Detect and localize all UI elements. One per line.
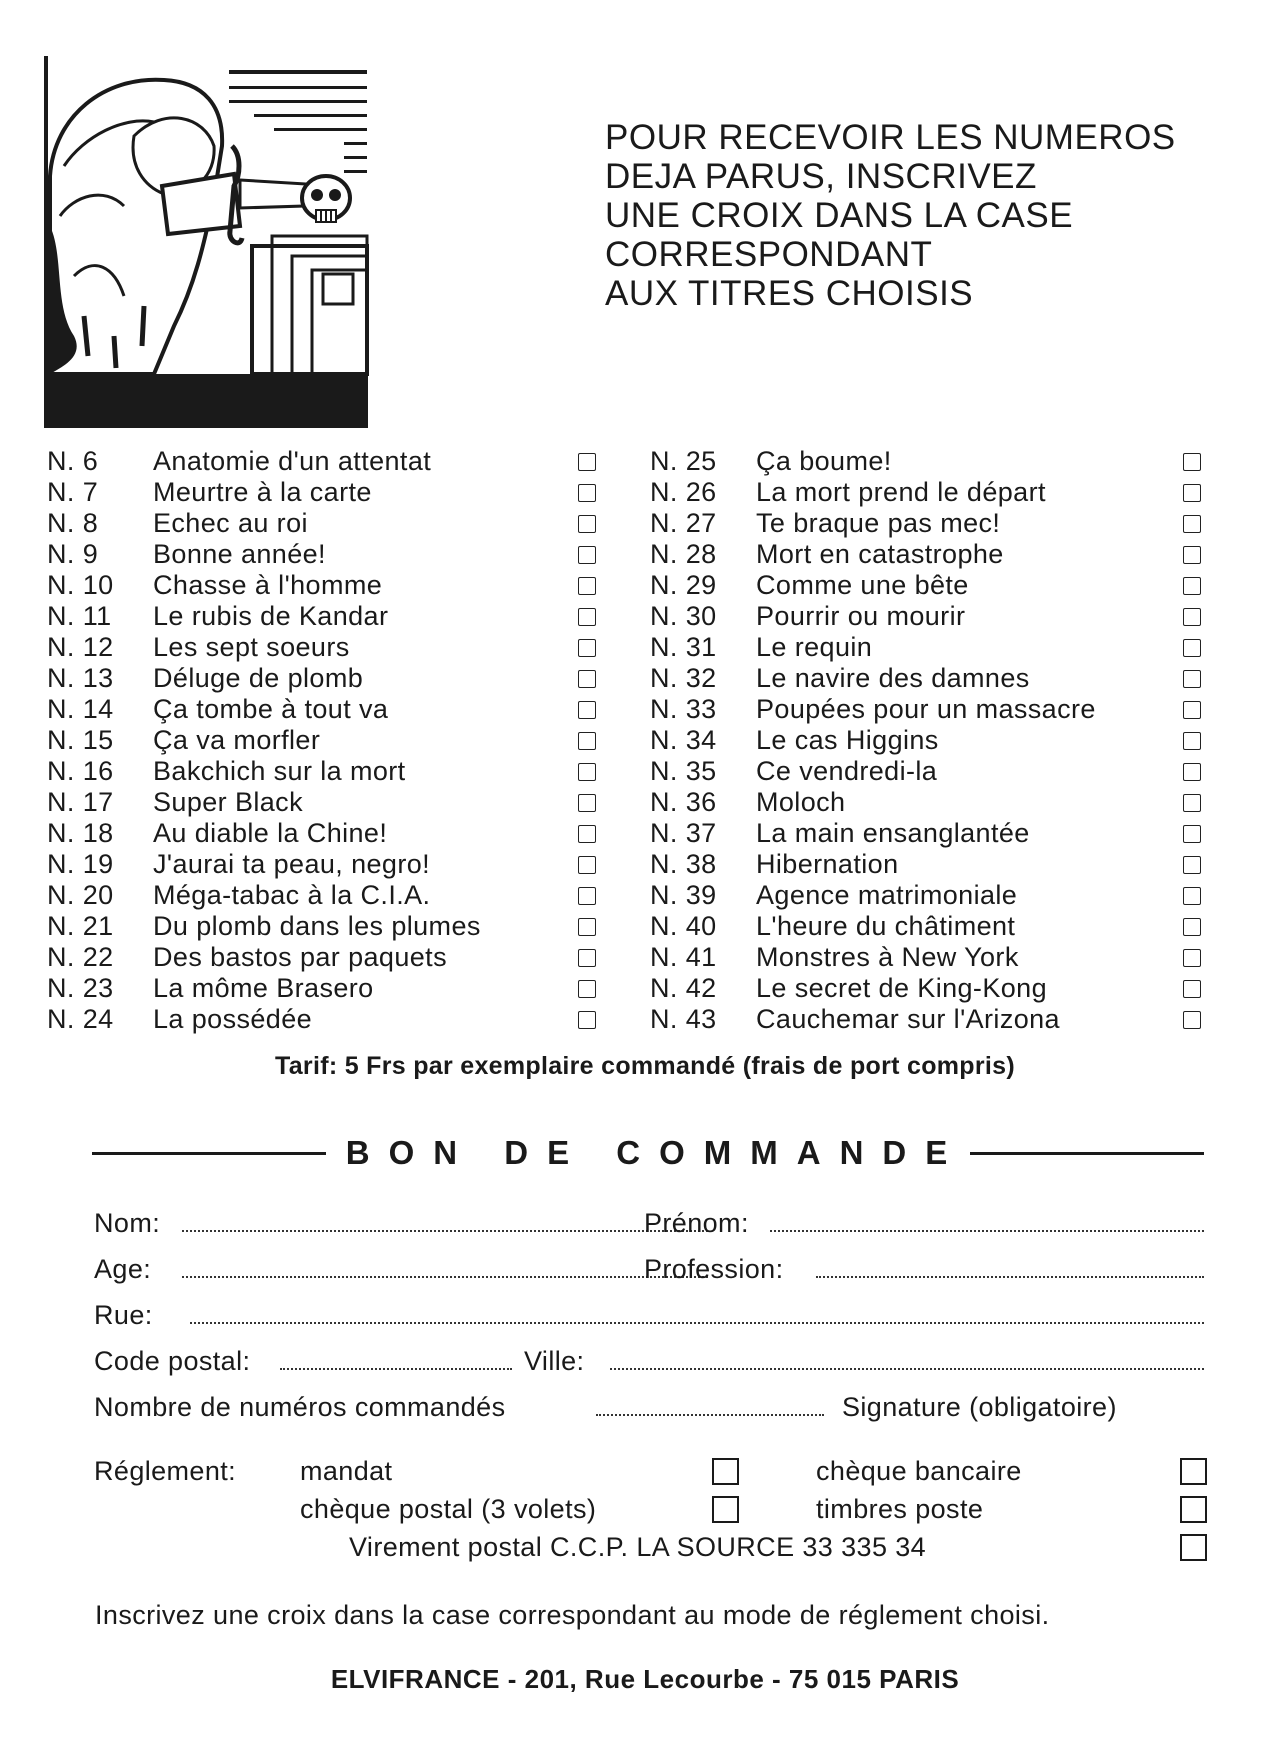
issue-number: N. 41 bbox=[650, 942, 717, 972]
issue-checkbox[interactable] bbox=[1183, 639, 1201, 657]
issue-checkbox[interactable] bbox=[578, 763, 596, 781]
title-row bbox=[650, 849, 1210, 880]
intro-instructions bbox=[605, 118, 1245, 313]
issue-checkbox[interactable] bbox=[578, 918, 596, 936]
issue-checkbox[interactable] bbox=[1183, 515, 1201, 533]
title-row bbox=[47, 477, 607, 508]
issue-number: N. 33 bbox=[650, 694, 717, 724]
payment-section bbox=[94, 1452, 1204, 1566]
title-row bbox=[47, 694, 607, 725]
issue-checkbox[interactable] bbox=[1183, 453, 1201, 471]
issue-checkbox[interactable] bbox=[578, 546, 596, 564]
issue-checkbox[interactable] bbox=[1183, 980, 1201, 998]
issue-title: Chasse à l'homme bbox=[153, 570, 383, 600]
issue-title: Méga-tabac à la C.I.A. bbox=[153, 880, 431, 910]
issue-number: N. 9 bbox=[47, 539, 99, 569]
issue-title: Les sept soeurs bbox=[153, 632, 350, 662]
title-row bbox=[47, 446, 607, 477]
titles-list-left bbox=[47, 446, 607, 1035]
issue-checkbox[interactable] bbox=[578, 484, 596, 502]
code-postal-field[interactable] bbox=[280, 1368, 512, 1370]
title-row bbox=[650, 911, 1210, 942]
issue-title: Bonne année! bbox=[153, 539, 326, 569]
issue-number: N. 22 bbox=[47, 942, 114, 972]
issue-checkbox[interactable] bbox=[1183, 949, 1201, 967]
payment-row-3 bbox=[94, 1528, 1204, 1566]
issue-checkbox[interactable] bbox=[578, 453, 596, 471]
title-row bbox=[47, 756, 607, 787]
rue-label: Rue: bbox=[94, 1300, 153, 1330]
issue-title: L'heure du châtiment bbox=[756, 911, 1016, 941]
profession-label: Profession: bbox=[644, 1254, 784, 1284]
issue-title: Pourrir ou mourir bbox=[756, 601, 966, 631]
title-row bbox=[47, 911, 607, 942]
issue-checkbox[interactable] bbox=[578, 639, 596, 657]
issue-checkbox[interactable] bbox=[578, 515, 596, 533]
issue-number: N. 21 bbox=[47, 911, 114, 941]
timbres-label: timbres poste bbox=[816, 1494, 984, 1524]
profession-field[interactable] bbox=[816, 1276, 1204, 1278]
rue-field[interactable] bbox=[190, 1322, 1204, 1324]
issue-number: N. 30 bbox=[650, 601, 717, 631]
heading-rule-left bbox=[92, 1152, 326, 1155]
title-row bbox=[47, 973, 607, 1004]
form-row-age bbox=[94, 1246, 1204, 1292]
prenom-label: Prénom: bbox=[644, 1208, 749, 1238]
issue-checkbox[interactable] bbox=[578, 856, 596, 874]
mandat-label: mandat bbox=[300, 1456, 393, 1486]
issue-checkbox[interactable] bbox=[1183, 732, 1201, 750]
titles-list-right bbox=[650, 446, 1210, 1035]
issue-number: N. 35 bbox=[650, 756, 717, 786]
cheque-bancaire-checkbox[interactable] bbox=[1180, 1458, 1207, 1485]
age-field[interactable] bbox=[182, 1276, 708, 1278]
form-row-code-postal bbox=[94, 1338, 1204, 1384]
issue-title: Super Black bbox=[153, 787, 303, 817]
nombre-field[interactable] bbox=[596, 1414, 824, 1416]
issue-checkbox[interactable] bbox=[1183, 794, 1201, 812]
issue-number: N. 42 bbox=[650, 973, 717, 1003]
issue-title: Agence matrimoniale bbox=[756, 880, 1018, 910]
tarif-note: Tarif: 5 Frs par exemplaire commandé (frais de port compris) bbox=[275, 1052, 1015, 1080]
virement-checkbox[interactable] bbox=[1180, 1534, 1207, 1561]
title-row bbox=[47, 663, 607, 694]
title-row bbox=[47, 570, 607, 601]
intro-line: AUX TITRES CHOISIS bbox=[605, 274, 974, 313]
issue-checkbox[interactable] bbox=[1183, 1011, 1201, 1029]
payment-instruction: Inscrivez une croix dans la case correspondant au mode de réglement choisi. bbox=[95, 1600, 1050, 1630]
issue-title: Ça tombe à tout va bbox=[153, 694, 389, 724]
issue-title: Comme une bête bbox=[756, 570, 969, 600]
title-row bbox=[47, 818, 607, 849]
issue-number: N. 13 bbox=[47, 663, 114, 693]
issue-checkbox[interactable] bbox=[1183, 670, 1201, 688]
issue-title: Au diable la Chine! bbox=[153, 818, 388, 848]
issue-title: Le cas Higgins bbox=[756, 725, 939, 755]
ville-field[interactable] bbox=[610, 1368, 1204, 1370]
mandat-checkbox[interactable] bbox=[712, 1458, 739, 1485]
ville-label: Ville: bbox=[524, 1346, 585, 1376]
issue-title: Echec au roi bbox=[153, 508, 308, 538]
title-row bbox=[47, 942, 607, 973]
issue-checkbox[interactable] bbox=[1183, 577, 1201, 595]
issue-number: N. 36 bbox=[650, 787, 717, 817]
issue-number: N. 7 bbox=[47, 477, 99, 507]
title-row bbox=[650, 508, 1210, 539]
issue-title: Cauchemar sur l'Arizona bbox=[756, 1004, 1060, 1034]
issue-title: La môme Brasero bbox=[153, 973, 374, 1003]
issue-number: N. 37 bbox=[650, 818, 717, 848]
issue-checkbox[interactable] bbox=[578, 1011, 596, 1029]
issue-title: Ce vendredi-la bbox=[756, 756, 938, 786]
issue-title: Bakchich sur la mort bbox=[153, 756, 406, 786]
issue-checkbox[interactable] bbox=[1183, 918, 1201, 936]
issue-title: La possédée bbox=[153, 1004, 313, 1034]
title-row bbox=[47, 787, 607, 818]
issue-title: Moloch bbox=[756, 787, 846, 817]
issue-checkbox[interactable] bbox=[578, 794, 596, 812]
issue-number: N. 27 bbox=[650, 508, 717, 538]
skull-hand-illustration bbox=[44, 56, 416, 428]
issue-title: Des bastos par paquets bbox=[153, 942, 447, 972]
title-row bbox=[650, 694, 1210, 725]
issue-title: La main ensanglantée bbox=[756, 818, 1030, 848]
issue-checkbox[interactable] bbox=[578, 980, 596, 998]
issue-number: N. 29 bbox=[650, 570, 717, 600]
code-postal-label: Code postal: bbox=[94, 1346, 251, 1376]
issue-number: N. 38 bbox=[650, 849, 717, 879]
intro-line: POUR RECEVOIR LES NUMEROS bbox=[605, 118, 1176, 157]
issue-checkbox[interactable] bbox=[1183, 825, 1201, 843]
issue-checkbox[interactable] bbox=[1183, 856, 1201, 874]
issue-title: Ça boume! bbox=[756, 446, 892, 476]
title-row bbox=[650, 632, 1210, 663]
issue-title: Ça va morfler bbox=[153, 725, 321, 755]
issue-checkbox[interactable] bbox=[578, 887, 596, 905]
issue-title: Meurtre à la carte bbox=[153, 477, 372, 507]
issue-checkbox[interactable] bbox=[578, 608, 596, 626]
title-row bbox=[47, 725, 607, 756]
issue-number: N. 25 bbox=[650, 446, 717, 476]
issue-checkbox[interactable] bbox=[578, 949, 596, 967]
title-row bbox=[47, 1004, 607, 1035]
signature-label: Signature (obligatoire) bbox=[842, 1392, 1117, 1422]
issue-title: J'aurai ta peau, negro! bbox=[153, 849, 431, 879]
issue-number: N. 24 bbox=[47, 1004, 114, 1034]
issue-number: N. 16 bbox=[47, 756, 114, 786]
issue-number: N. 40 bbox=[650, 911, 717, 941]
issue-title: Le rubis de Kandar bbox=[153, 601, 389, 631]
title-row bbox=[650, 539, 1210, 570]
issue-number: N. 19 bbox=[47, 849, 114, 879]
issue-number: N. 34 bbox=[650, 725, 717, 755]
title-row bbox=[650, 973, 1210, 1004]
issue-checkbox[interactable] bbox=[1183, 701, 1201, 719]
publisher-address: ELVIFRANCE - 201, Rue Lecourbe - 75 015 PARIS bbox=[330, 1664, 960, 1694]
issue-number: N. 12 bbox=[47, 632, 114, 662]
intro-line: CORRESPONDANT bbox=[605, 235, 933, 274]
cheque-bancaire-label: chèque bancaire bbox=[816, 1456, 1022, 1486]
title-row bbox=[650, 818, 1210, 849]
issue-number: N. 17 bbox=[47, 787, 114, 817]
issue-number: N. 39 bbox=[650, 880, 717, 910]
issue-title: Du plomb dans les plumes bbox=[153, 911, 481, 941]
issue-number: N. 11 bbox=[47, 601, 112, 631]
cheque-postal-label: chèque postal (3 volets) bbox=[300, 1494, 597, 1524]
issue-number: N. 14 bbox=[47, 694, 114, 724]
issue-title: Le requin bbox=[756, 632, 873, 662]
timbres-checkbox[interactable] bbox=[1180, 1496, 1207, 1523]
order-form-title: BON DE COMMANDE bbox=[345, 1134, 967, 1171]
issue-checkbox[interactable] bbox=[578, 701, 596, 719]
intro-line: DEJA PARUS, INSCRIVEZ bbox=[605, 157, 1037, 196]
intro-line: UNE CROIX DANS LA CASE bbox=[605, 196, 1074, 235]
title-row bbox=[650, 1004, 1210, 1035]
title-row bbox=[650, 446, 1210, 477]
issue-title: Hibernation bbox=[756, 849, 899, 879]
issue-title: Poupées pour un massacre bbox=[756, 694, 1096, 724]
title-row bbox=[650, 880, 1210, 911]
issue-number: N. 31 bbox=[650, 632, 717, 662]
issue-number: N. 32 bbox=[650, 663, 717, 693]
title-row bbox=[650, 570, 1210, 601]
title-row bbox=[47, 508, 607, 539]
prenom-field[interactable] bbox=[770, 1230, 1204, 1232]
issue-checkbox[interactable] bbox=[1183, 887, 1201, 905]
title-row bbox=[47, 601, 607, 632]
title-row bbox=[650, 942, 1210, 973]
title-row bbox=[650, 787, 1210, 818]
nom-field[interactable] bbox=[182, 1230, 708, 1232]
title-row bbox=[47, 880, 607, 911]
issue-checkbox[interactable] bbox=[578, 670, 596, 688]
nom-label: Nom: bbox=[94, 1208, 161, 1238]
issue-checkbox[interactable] bbox=[578, 732, 596, 750]
issue-number: N. 23 bbox=[47, 973, 114, 1003]
issue-checkbox[interactable] bbox=[1183, 608, 1201, 626]
payment-row-1 bbox=[94, 1452, 1204, 1490]
issue-number: N. 15 bbox=[47, 725, 114, 755]
title-row bbox=[47, 849, 607, 880]
payment-row-2 bbox=[94, 1490, 1204, 1528]
issue-checkbox[interactable] bbox=[1183, 546, 1201, 564]
form-row-nombre bbox=[94, 1384, 1204, 1430]
issue-number: N. 28 bbox=[650, 539, 717, 569]
issue-title: La mort prend le départ bbox=[756, 477, 1046, 507]
issue-number: N. 18 bbox=[47, 818, 114, 848]
issue-checkbox[interactable] bbox=[1183, 484, 1201, 502]
heading-rule-right bbox=[970, 1152, 1204, 1155]
title-row bbox=[650, 477, 1210, 508]
issue-number: N. 43 bbox=[650, 1004, 717, 1034]
title-row bbox=[47, 632, 607, 663]
issue-title: Déluge de plomb bbox=[153, 663, 364, 693]
issue-number: N. 6 bbox=[47, 446, 99, 476]
cheque-postal-checkbox[interactable] bbox=[712, 1496, 739, 1523]
title-row bbox=[650, 663, 1210, 694]
issue-checkbox[interactable] bbox=[578, 825, 596, 843]
issue-title: Te braque pas mec! bbox=[756, 508, 1001, 538]
form-row-name bbox=[94, 1200, 1204, 1246]
nombre-label: Nombre de numéros commandés bbox=[94, 1392, 506, 1422]
payment-label: Réglement: bbox=[94, 1456, 237, 1486]
title-row bbox=[650, 756, 1210, 787]
title-row bbox=[650, 725, 1210, 756]
order-form bbox=[94, 1200, 1204, 1430]
issue-number: N. 10 bbox=[47, 570, 114, 600]
issue-checkbox[interactable] bbox=[1183, 763, 1201, 781]
age-label: Age: bbox=[94, 1254, 152, 1284]
issue-number: N. 8 bbox=[47, 508, 99, 538]
form-row-rue bbox=[94, 1292, 1204, 1338]
virement-label: Virement postal C.C.P. LA SOURCE 33 335 34 bbox=[349, 1532, 927, 1562]
title-row bbox=[47, 539, 607, 570]
issue-number: N. 26 bbox=[650, 477, 717, 507]
issue-title: Le navire des damnes bbox=[756, 663, 1030, 693]
order-form-heading bbox=[92, 1133, 1204, 1173]
issue-title: Mort en catastrophe bbox=[756, 539, 1004, 569]
issue-checkbox[interactable] bbox=[578, 577, 596, 595]
issue-title: Monstres à New York bbox=[756, 942, 1019, 972]
issue-number: N. 20 bbox=[47, 880, 114, 910]
issue-title: Le secret de King-Kong bbox=[756, 973, 1047, 1003]
title-row bbox=[650, 601, 1210, 632]
issue-title: Anatomie d'un attentat bbox=[153, 446, 432, 476]
